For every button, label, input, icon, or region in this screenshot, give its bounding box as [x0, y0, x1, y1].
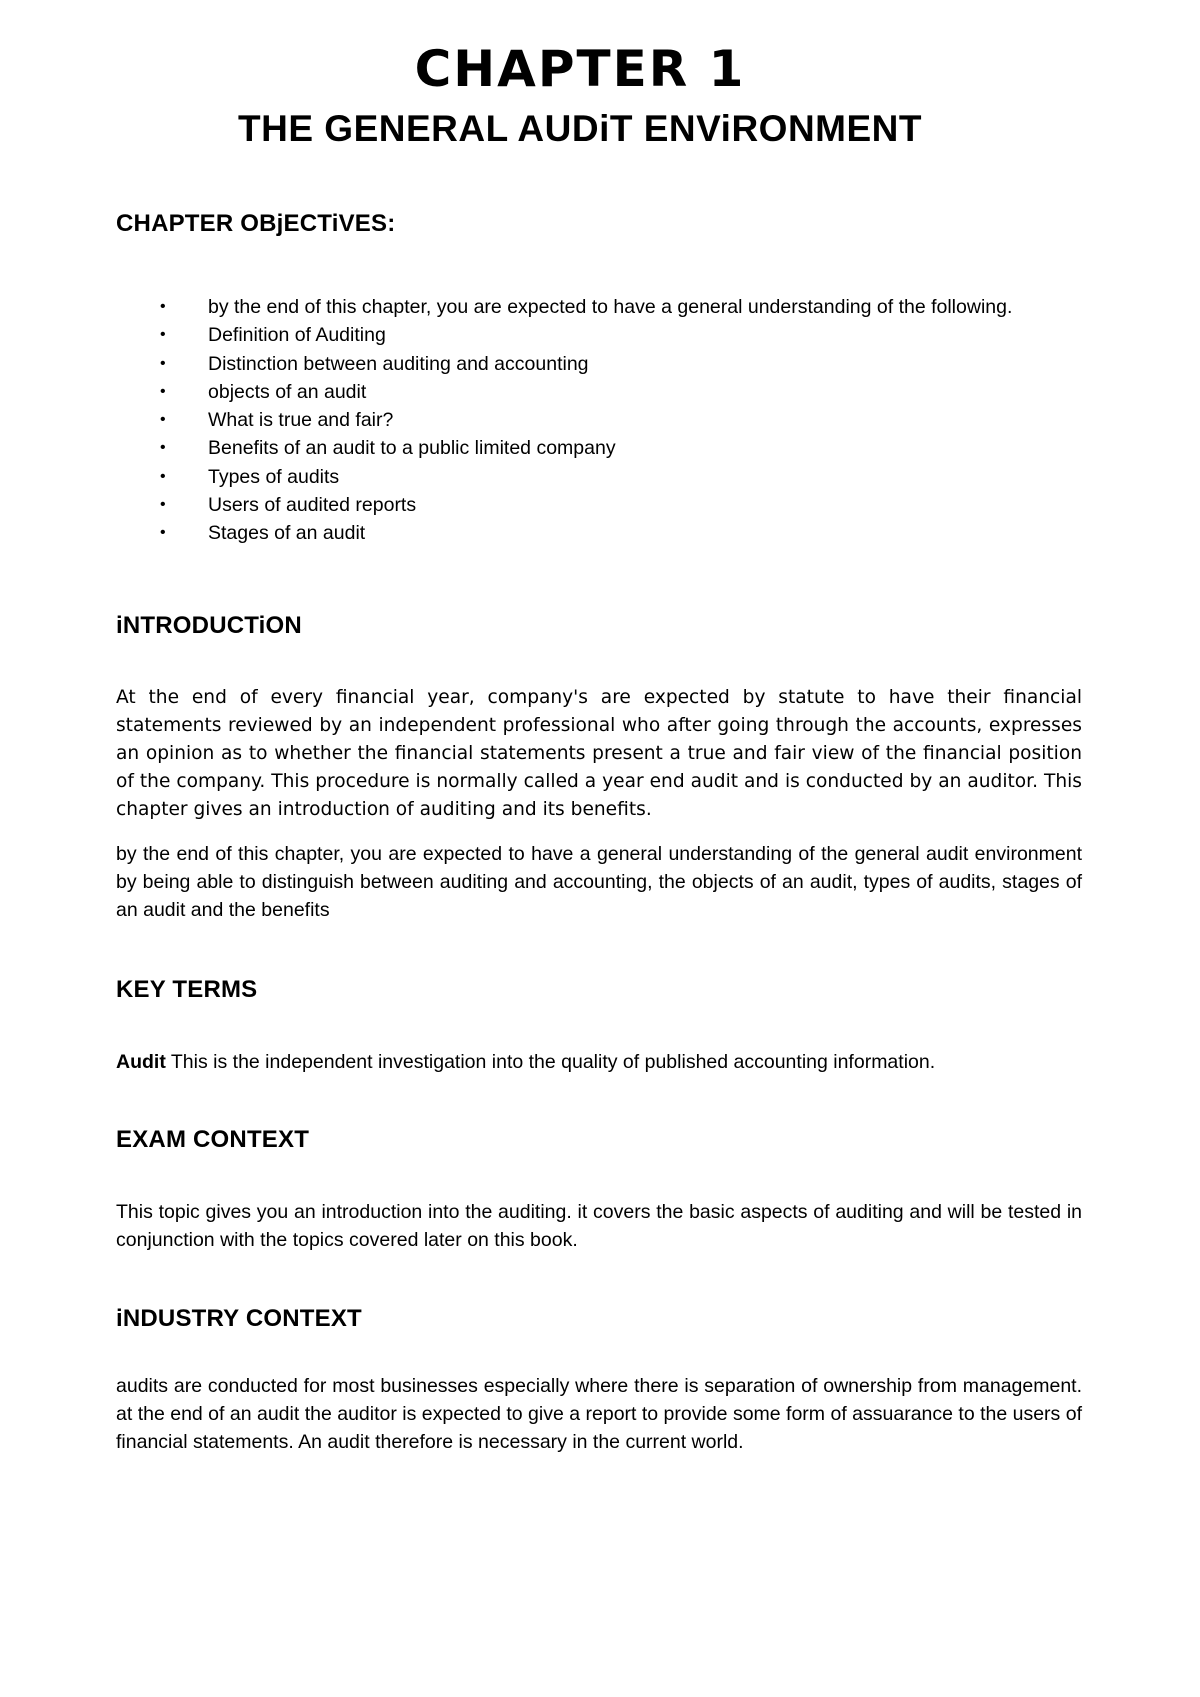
introduction-paragraph: by the end of this chapter, you are expected to have a general understanding of the general audit environment by being able to distinguish between auditing and accounting, the objects of an audit, types of audits, stages of an audit and the benefits [116, 843, 1082, 921]
list-item-text: by the end of this chapter, you are expected to have a general understanding of the following. [208, 296, 1013, 318]
bullet-icon: • [160, 467, 166, 485]
chapter-number: CHAPTER 1 [414, 40, 746, 98]
objectives-list [160, 293, 1060, 548]
list-item-text: Distinction between auditing and accounting [208, 352, 589, 375]
bullet-icon: • [160, 524, 166, 542]
bullet-icon: • [160, 496, 166, 514]
chapter-title: THE GENERAL AUDiT ENViRONMENT [238, 108, 922, 149]
bullet-icon: • [160, 411, 166, 429]
list-item [160, 406, 1060, 434]
exam-context-paragraph: This topic gives you an introduction into the auditing. it covers the basic aspects of auditing and will be tested in conjunction with the topics covered later on this book. [116, 1201, 1082, 1251]
list-item [160, 463, 1060, 491]
list-item [160, 434, 1060, 462]
list-item-text: Stages of an audit [208, 522, 366, 545]
bullet-icon: • [160, 354, 166, 372]
list-item-text: Definition of Auditing [208, 324, 386, 347]
key-term-definition [116, 1048, 1082, 1076]
list-item-text: What is true and fair? [208, 409, 394, 432]
exam-context-heading: EXAM CONTEXT [116, 1126, 310, 1153]
introduction-heading: iNTRODUCTiON [116, 612, 302, 639]
industry-context-paragraph: audits are conducted for most businesses especially where there is separation of ownership from management. at the end of an audit the auditor is expected to give a report to provide some form of assuarance to the users of financial statements. An audit therefore is necessary in the current world. [116, 1375, 1082, 1453]
list-item [160, 350, 1060, 378]
bullet-icon: • [160, 439, 166, 457]
list-item [160, 321, 1060, 349]
bullet-icon: • [160, 326, 166, 344]
key-term-label: Audit [116, 1051, 166, 1073]
key-terms-heading: KEY TERMS [116, 976, 258, 1003]
list-item-text: Types of audits [208, 465, 340, 488]
industry-context-heading: iNDUSTRY CONTEXT [116, 1305, 362, 1332]
list-item-text: objects of an audit [208, 380, 367, 403]
bullet-icon: • [160, 382, 166, 400]
list-item-text: Benefits of an audit to a public limited company [208, 437, 616, 460]
list-item [160, 293, 1060, 321]
introduction-paragraph: At the end of every financial year, company's are expected by statute to have their financial statements reviewed by an independent professional who after going through the accounts, expresses an opinion as to whether the financial statements present a true and fair view of the financial position of the company. This procedure is normally called a year end audit and is conducted by an auditor. This chapter gives an introduction of auditing and its benefits. [116, 687, 1082, 820]
list-item [160, 519, 1060, 547]
list-item [160, 378, 1060, 406]
objectives-heading: CHAPTER OBjECTiVES: [116, 210, 396, 237]
list-item-text: Users of audited reports [208, 494, 417, 517]
list-item [160, 491, 1060, 519]
bullet-icon: • [160, 298, 166, 315]
key-term-text: This is the independent investigation into the quality of published accounting information. [165, 1051, 936, 1073]
